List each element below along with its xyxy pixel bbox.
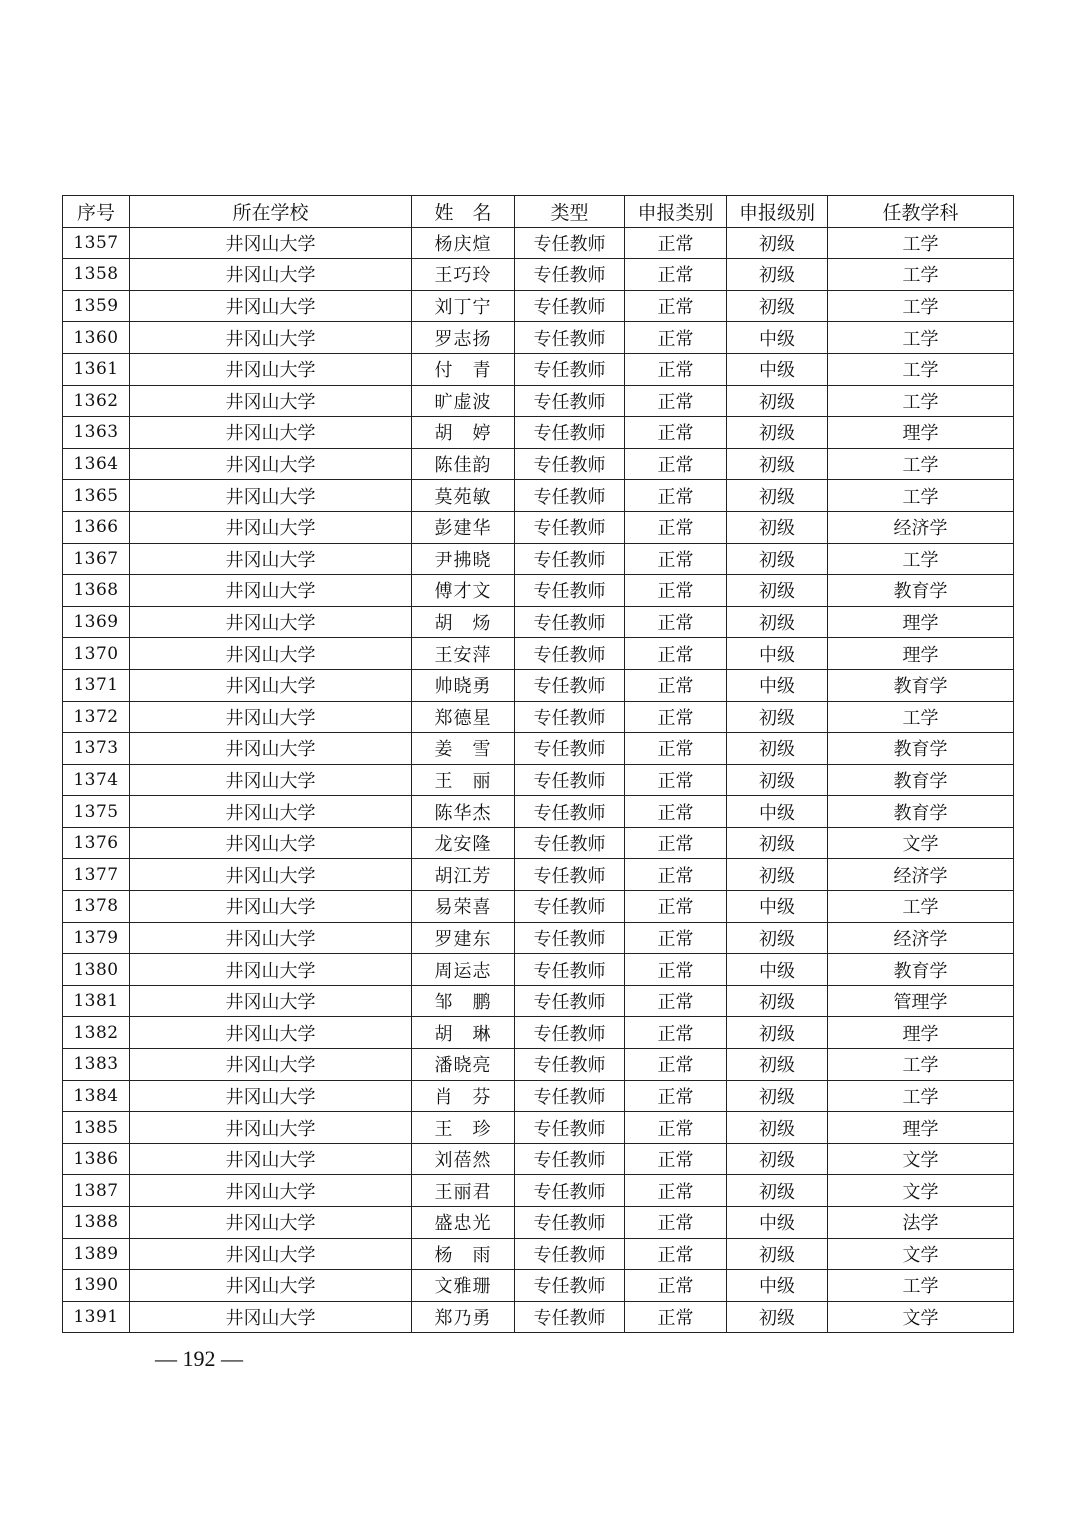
table-row: [63, 954, 1014, 986]
cell-subject: 工学: [828, 543, 1014, 575]
table-row: [63, 290, 1014, 322]
header-cell-school: 所在学校: [130, 196, 412, 228]
cell-seq: 1384: [63, 1080, 130, 1112]
cell-seq: 1390: [63, 1270, 130, 1302]
cell-type: 专任教师: [515, 1017, 625, 1049]
cell-school: 井冈山大学: [130, 891, 412, 923]
cell-name: 王丽君: [412, 1175, 515, 1207]
cell-seq: 1379: [63, 922, 130, 954]
cell-level: 初级: [727, 1301, 828, 1333]
cell-type: 专任教师: [515, 701, 625, 733]
cell-type: 专任教师: [515, 448, 625, 480]
cell-subject: 经济学: [828, 922, 1014, 954]
table-row: [63, 638, 1014, 670]
cell-type: 专任教师: [515, 227, 625, 259]
cell-name: 胡 炀: [412, 606, 515, 638]
cell-subject: 教育学: [828, 733, 1014, 765]
cell-category: 正常: [625, 638, 727, 670]
cell-type: 专任教师: [515, 1049, 625, 1081]
cell-category: 正常: [625, 1175, 727, 1207]
cell-name: 潘晓亮: [412, 1049, 515, 1081]
cell-seq: 1375: [63, 796, 130, 828]
cell-seq: 1381: [63, 985, 130, 1017]
cell-subject: 工学: [828, 353, 1014, 385]
cell-level: 中级: [727, 638, 828, 670]
cell-seq: 1387: [63, 1175, 130, 1207]
cell-level: 初级: [727, 1080, 828, 1112]
cell-seq: 1380: [63, 954, 130, 986]
cell-school: 井冈山大学: [130, 1112, 412, 1144]
table-row: [63, 985, 1014, 1017]
cell-type: 专任教师: [515, 954, 625, 986]
cell-category: 正常: [625, 985, 727, 1017]
cell-level: 初级: [727, 701, 828, 733]
cell-category: 正常: [625, 701, 727, 733]
cell-category: 正常: [625, 922, 727, 954]
cell-subject: 文学: [828, 1301, 1014, 1333]
roster-table-container: [62, 195, 1013, 1333]
cell-category: 正常: [625, 385, 727, 417]
table-row: [63, 827, 1014, 859]
cell-name: 王 丽: [412, 764, 515, 796]
cell-name: 莫苑敏: [412, 480, 515, 512]
cell-type: 专任教师: [515, 480, 625, 512]
cell-subject: 理学: [828, 638, 1014, 670]
cell-subject: 工学: [828, 322, 1014, 354]
cell-school: 井冈山大学: [130, 385, 412, 417]
table-row: [63, 606, 1014, 638]
cell-level: 初级: [727, 985, 828, 1017]
table-row: [63, 859, 1014, 891]
table-row: [63, 1301, 1014, 1333]
cell-type: 专任教师: [515, 1143, 625, 1175]
cell-subject: 工学: [828, 701, 1014, 733]
cell-school: 井冈山大学: [130, 922, 412, 954]
cell-seq: 1368: [63, 575, 130, 607]
cell-type: 专任教师: [515, 891, 625, 923]
cell-seq: 1366: [63, 511, 130, 543]
cell-school: 井冈山大学: [130, 1238, 412, 1270]
cell-level: 中级: [727, 322, 828, 354]
cell-category: 正常: [625, 322, 727, 354]
cell-subject: 理学: [828, 417, 1014, 449]
cell-name: 付 青: [412, 353, 515, 385]
table-row: [63, 1175, 1014, 1207]
table-row: [63, 417, 1014, 449]
table-row: [63, 922, 1014, 954]
table-body: [63, 227, 1014, 1333]
table-row: [63, 511, 1014, 543]
cell-name: 龙安隆: [412, 827, 515, 859]
cell-subject: 教育学: [828, 764, 1014, 796]
cell-level: 初级: [727, 575, 828, 607]
cell-subject: 理学: [828, 606, 1014, 638]
cell-subject: 教育学: [828, 669, 1014, 701]
table-row: [63, 1017, 1014, 1049]
cell-type: 专任教师: [515, 543, 625, 575]
cell-school: 井冈山大学: [130, 859, 412, 891]
cell-seq: 1370: [63, 638, 130, 670]
cell-seq: 1391: [63, 1301, 130, 1333]
cell-level: 中级: [727, 891, 828, 923]
table-row: [63, 227, 1014, 259]
roster-table: [62, 195, 1014, 1333]
cell-school: 井冈山大学: [130, 543, 412, 575]
cell-subject: 经济学: [828, 859, 1014, 891]
cell-level: 初级: [727, 511, 828, 543]
cell-type: 专任教师: [515, 322, 625, 354]
cell-name: 胡江芳: [412, 859, 515, 891]
cell-level: 初级: [727, 259, 828, 291]
cell-level: 初级: [727, 417, 828, 449]
cell-subject: 工学: [828, 480, 1014, 512]
table-row: [63, 796, 1014, 828]
table-row: [63, 1143, 1014, 1175]
cell-type: 专任教师: [515, 1080, 625, 1112]
cell-name: 胡 婷: [412, 417, 515, 449]
table-row: [63, 385, 1014, 417]
cell-type: 专任教师: [515, 827, 625, 859]
cell-school: 井冈山大学: [130, 1175, 412, 1207]
cell-school: 井冈山大学: [130, 796, 412, 828]
table-row: [63, 448, 1014, 480]
cell-subject: 工学: [828, 385, 1014, 417]
cell-name: 王 珍: [412, 1112, 515, 1144]
cell-level: 初级: [727, 543, 828, 575]
cell-category: 正常: [625, 827, 727, 859]
cell-subject: 工学: [828, 1080, 1014, 1112]
cell-level: 初级: [727, 227, 828, 259]
cell-type: 专任教师: [515, 764, 625, 796]
cell-type: 专任教师: [515, 1238, 625, 1270]
cell-name: 旷虚波: [412, 385, 515, 417]
cell-category: 正常: [625, 417, 727, 449]
cell-level: 初级: [727, 827, 828, 859]
cell-seq: 1357: [63, 227, 130, 259]
cell-name: 罗建东: [412, 922, 515, 954]
cell-category: 正常: [625, 1049, 727, 1081]
cell-name: 王安萍: [412, 638, 515, 670]
cell-name: 胡 琳: [412, 1017, 515, 1049]
cell-category: 正常: [625, 575, 727, 607]
cell-type: 专任教师: [515, 985, 625, 1017]
cell-category: 正常: [625, 796, 727, 828]
cell-name: 陈华杰: [412, 796, 515, 828]
cell-level: 中级: [727, 954, 828, 986]
cell-type: 专任教师: [515, 353, 625, 385]
cell-subject: 教育学: [828, 796, 1014, 828]
cell-school: 井冈山大学: [130, 1143, 412, 1175]
cell-type: 专任教师: [515, 638, 625, 670]
cell-school: 井冈山大学: [130, 1080, 412, 1112]
cell-school: 井冈山大学: [130, 1270, 412, 1302]
cell-type: 专任教师: [515, 922, 625, 954]
cell-subject: 文学: [828, 1175, 1014, 1207]
cell-category: 正常: [625, 1270, 727, 1302]
cell-subject: 理学: [828, 1017, 1014, 1049]
cell-name: 郑德星: [412, 701, 515, 733]
cell-type: 专任教师: [515, 1175, 625, 1207]
cell-level: 初级: [727, 1143, 828, 1175]
cell-subject: 工学: [828, 227, 1014, 259]
cell-seq: 1377: [63, 859, 130, 891]
cell-name: 帅晓勇: [412, 669, 515, 701]
cell-name: 盛忠光: [412, 1207, 515, 1239]
cell-category: 正常: [625, 1017, 727, 1049]
cell-category: 正常: [625, 353, 727, 385]
header-cell-name: 姓 名: [412, 196, 515, 228]
cell-type: 专任教师: [515, 1207, 625, 1239]
cell-type: 专任教师: [515, 1270, 625, 1302]
cell-seq: 1362: [63, 385, 130, 417]
table-row: [63, 1238, 1014, 1270]
cell-level: 中级: [727, 1207, 828, 1239]
cell-name: 杨 雨: [412, 1238, 515, 1270]
cell-school: 井冈山大学: [130, 417, 412, 449]
cell-category: 正常: [625, 764, 727, 796]
cell-name: 刘丁宁: [412, 290, 515, 322]
cell-subject: 工学: [828, 448, 1014, 480]
cell-level: 初级: [727, 922, 828, 954]
cell-type: 专任教师: [515, 1112, 625, 1144]
cell-level: 初级: [727, 480, 828, 512]
cell-category: 正常: [625, 669, 727, 701]
table-row: [63, 891, 1014, 923]
cell-subject: 管理学: [828, 985, 1014, 1017]
cell-type: 专任教师: [515, 259, 625, 291]
cell-category: 正常: [625, 1112, 727, 1144]
cell-category: 正常: [625, 954, 727, 986]
cell-category: 正常: [625, 448, 727, 480]
table-row: [63, 733, 1014, 765]
cell-category: 正常: [625, 1207, 727, 1239]
cell-level: 初级: [727, 448, 828, 480]
cell-subject: 工学: [828, 891, 1014, 923]
cell-name: 文雅珊: [412, 1270, 515, 1302]
cell-seq: 1376: [63, 827, 130, 859]
table-row: [63, 1207, 1014, 1239]
header-row: [63, 196, 1014, 228]
cell-seq: 1389: [63, 1238, 130, 1270]
cell-seq: 1386: [63, 1143, 130, 1175]
cell-school: 井冈山大学: [130, 701, 412, 733]
cell-level: 初级: [727, 1238, 828, 1270]
cell-school: 井冈山大学: [130, 638, 412, 670]
cell-subject: 工学: [828, 1270, 1014, 1302]
cell-subject: 文学: [828, 1238, 1014, 1270]
cell-subject: 法学: [828, 1207, 1014, 1239]
cell-level: 中级: [727, 796, 828, 828]
cell-category: 正常: [625, 227, 727, 259]
table-row: [63, 353, 1014, 385]
cell-name: 彭建华: [412, 511, 515, 543]
cell-category: 正常: [625, 733, 727, 765]
header-cell-seq: 序号: [63, 196, 130, 228]
cell-level: 初级: [727, 764, 828, 796]
cell-seq: 1388: [63, 1207, 130, 1239]
cell-type: 专任教师: [515, 1301, 625, 1333]
table-row: [63, 1270, 1014, 1302]
cell-subject: 理学: [828, 1112, 1014, 1144]
cell-school: 井冈山大学: [130, 1049, 412, 1081]
cell-seq: 1382: [63, 1017, 130, 1049]
table-row: [63, 259, 1014, 291]
cell-category: 正常: [625, 290, 727, 322]
cell-school: 井冈山大学: [130, 227, 412, 259]
cell-seq: 1363: [63, 417, 130, 449]
cell-type: 专任教师: [515, 511, 625, 543]
cell-school: 井冈山大学: [130, 669, 412, 701]
header-cell-level: 申报级别: [727, 196, 828, 228]
cell-category: 正常: [625, 891, 727, 923]
page-number: — 192 —: [155, 1346, 243, 1371]
cell-seq: 1361: [63, 353, 130, 385]
cell-seq: 1383: [63, 1049, 130, 1081]
cell-school: 井冈山大学: [130, 290, 412, 322]
cell-school: 井冈山大学: [130, 353, 412, 385]
cell-seq: 1358: [63, 259, 130, 291]
cell-seq: 1360: [63, 322, 130, 354]
cell-category: 正常: [625, 1143, 727, 1175]
cell-category: 正常: [625, 1238, 727, 1270]
cell-name: 易荣喜: [412, 891, 515, 923]
cell-type: 专任教师: [515, 606, 625, 638]
cell-name: 尹拂晓: [412, 543, 515, 575]
cell-level: 初级: [727, 733, 828, 765]
table-row: [63, 1080, 1014, 1112]
cell-category: 正常: [625, 606, 727, 638]
cell-name: 郑乃勇: [412, 1301, 515, 1333]
cell-category: 正常: [625, 859, 727, 891]
cell-school: 井冈山大学: [130, 322, 412, 354]
cell-category: 正常: [625, 511, 727, 543]
cell-level: 初级: [727, 1175, 828, 1207]
cell-name: 刘蓓然: [412, 1143, 515, 1175]
cell-school: 井冈山大学: [130, 1017, 412, 1049]
cell-name: 陈佳韵: [412, 448, 515, 480]
cell-subject: 教育学: [828, 954, 1014, 986]
cell-subject: 工学: [828, 259, 1014, 291]
cell-level: 初级: [727, 385, 828, 417]
cell-school: 井冈山大学: [130, 259, 412, 291]
cell-category: 正常: [625, 1080, 727, 1112]
cell-school: 井冈山大学: [130, 480, 412, 512]
cell-seq: 1373: [63, 733, 130, 765]
cell-name: 王巧玲: [412, 259, 515, 291]
table-row: [63, 575, 1014, 607]
cell-subject: 教育学: [828, 575, 1014, 607]
cell-school: 井冈山大学: [130, 606, 412, 638]
cell-level: 初级: [727, 1049, 828, 1081]
cell-school: 井冈山大学: [130, 1301, 412, 1333]
cell-school: 井冈山大学: [130, 733, 412, 765]
cell-type: 专任教师: [515, 859, 625, 891]
cell-seq: 1365: [63, 480, 130, 512]
table-row: [63, 764, 1014, 796]
header-cell-type: 类型: [515, 196, 625, 228]
cell-seq: 1378: [63, 891, 130, 923]
cell-subject: 工学: [828, 290, 1014, 322]
cell-level: 中级: [727, 1270, 828, 1302]
cell-seq: 1359: [63, 290, 130, 322]
cell-school: 井冈山大学: [130, 448, 412, 480]
table-row: [63, 701, 1014, 733]
cell-level: 初级: [727, 859, 828, 891]
cell-seq: 1364: [63, 448, 130, 480]
cell-type: 专任教师: [515, 290, 625, 322]
cell-subject: 经济学: [828, 511, 1014, 543]
cell-type: 专任教师: [515, 385, 625, 417]
cell-name: 肖 芬: [412, 1080, 515, 1112]
cell-subject: 文学: [828, 827, 1014, 859]
cell-name: 杨庆煊: [412, 227, 515, 259]
cell-seq: 1385: [63, 1112, 130, 1144]
cell-subject: 文学: [828, 1143, 1014, 1175]
table-row: [63, 322, 1014, 354]
cell-school: 井冈山大学: [130, 954, 412, 986]
cell-type: 专任教师: [515, 575, 625, 607]
cell-name: 姜 雪: [412, 733, 515, 765]
cell-name: 周运志: [412, 954, 515, 986]
table-row: [63, 669, 1014, 701]
cell-category: 正常: [625, 259, 727, 291]
cell-school: 井冈山大学: [130, 511, 412, 543]
cell-name: 邹 鹏: [412, 985, 515, 1017]
table-row: [63, 480, 1014, 512]
cell-seq: 1372: [63, 701, 130, 733]
cell-category: 正常: [625, 1301, 727, 1333]
cell-subject: 工学: [828, 1049, 1014, 1081]
cell-seq: 1367: [63, 543, 130, 575]
table-row: [63, 1112, 1014, 1144]
cell-type: 专任教师: [515, 733, 625, 765]
cell-level: 初级: [727, 606, 828, 638]
cell-seq: 1371: [63, 669, 130, 701]
header-cell-category: 申报类别: [625, 196, 727, 228]
cell-level: 初级: [727, 290, 828, 322]
cell-level: 中级: [727, 669, 828, 701]
cell-school: 井冈山大学: [130, 764, 412, 796]
cell-school: 井冈山大学: [130, 827, 412, 859]
table-row: [63, 543, 1014, 575]
cell-name: 傅才文: [412, 575, 515, 607]
cell-level: 初级: [727, 1017, 828, 1049]
cell-school: 井冈山大学: [130, 1207, 412, 1239]
table-row: [63, 1049, 1014, 1081]
cell-type: 专任教师: [515, 417, 625, 449]
cell-seq: 1374: [63, 764, 130, 796]
cell-level: 中级: [727, 353, 828, 385]
cell-category: 正常: [625, 480, 727, 512]
cell-school: 井冈山大学: [130, 575, 412, 607]
cell-school: 井冈山大学: [130, 985, 412, 1017]
cell-level: 初级: [727, 1112, 828, 1144]
header-cell-subject: 任教学科: [828, 196, 1014, 228]
cell-name: 罗志扬: [412, 322, 515, 354]
cell-type: 专任教师: [515, 796, 625, 828]
cell-category: 正常: [625, 543, 727, 575]
cell-seq: 1369: [63, 606, 130, 638]
cell-type: 专任教师: [515, 669, 625, 701]
